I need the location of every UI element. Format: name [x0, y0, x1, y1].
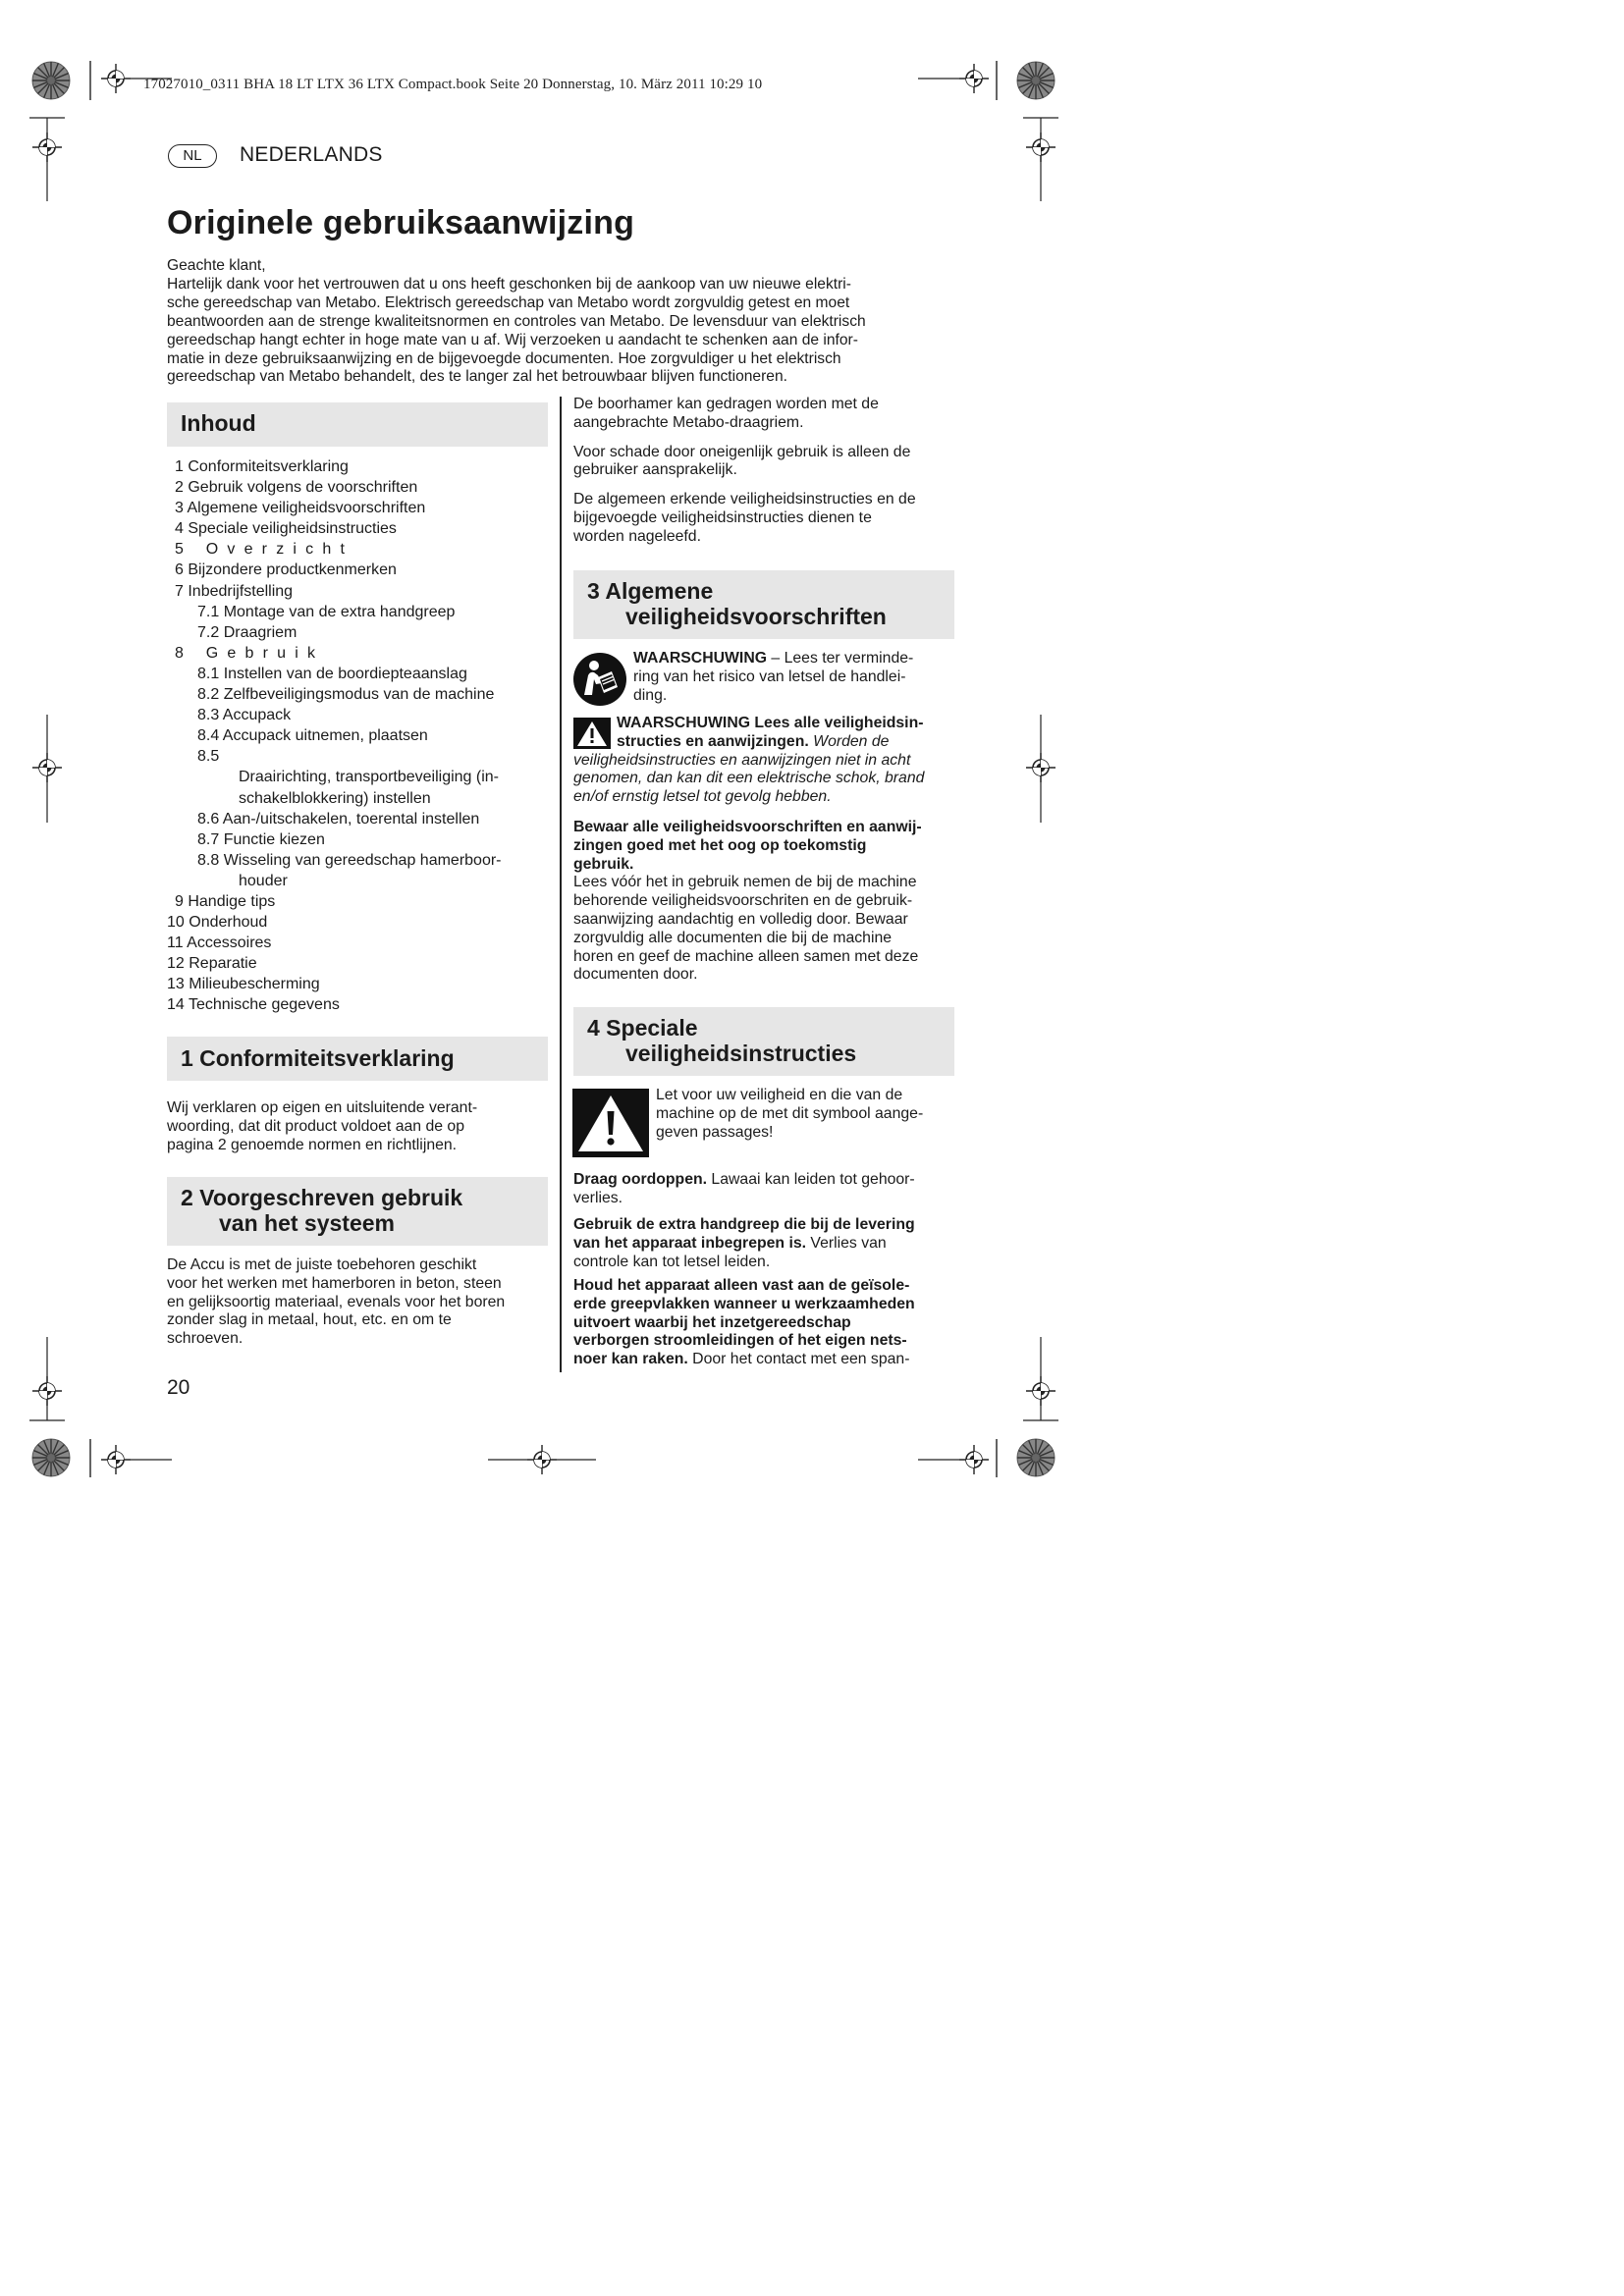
toc-heading	[167, 402, 548, 447]
text-line: pagina 2 genoemde normen en richtlijnen.	[167, 1136, 458, 1153]
language-code-badge: NL	[168, 144, 217, 168]
text-line: ring van het risico van letsel de handlei-	[633, 667, 906, 685]
section-2-continued	[573, 396, 961, 558]
toc-item: 1 Conformiteitsverklaring	[175, 458, 349, 475]
text-line: machine op de met dit symbool aange-	[656, 1104, 924, 1122]
toc-item: 8 Gebruik	[175, 644, 325, 662]
text-line: Bewaar alle veiligheidsvoorschriften en aanwij-	[573, 819, 922, 835]
text-line: uitvoert waarbij het inzetgereedschap	[573, 1313, 851, 1331]
toc-item: 4 Speciale veiligheidsinstructies	[175, 520, 397, 538]
toc-subitem: 8.2 Zelfbeveiligingsmodus van de machine	[197, 686, 495, 704]
toc-item: 12 Reparatie	[167, 955, 257, 973]
text-line: De Accu is met de juiste toebehoren geschikt	[167, 1256, 477, 1273]
text-line: saanwijzing aandachtig en volledig door. Bewaar	[573, 910, 908, 928]
intro-line: gereedschap hangt echter in hoge mate van u af. Wij verzoeken u aandacht te schenken aan de infor-	[167, 331, 858, 348]
toc-subitem-continued: schakelblokkering) instellen	[239, 789, 431, 807]
text-line: Houd het apparaat alleen vast aan de geïsole-	[573, 1277, 910, 1294]
text-line: woording, dat dit product voldoet aan de op	[167, 1117, 464, 1135]
text-line: De boorhamer kan gedragen worden met de	[573, 396, 879, 412]
text-line: ding.	[633, 686, 668, 704]
section-3-heading-line1: 3 Algemene	[587, 578, 714, 604]
text-line: bijgevoegde veiligheidsinstructies dienen te	[573, 508, 872, 526]
text-line: zingen goed met het oog op toekomstig	[573, 836, 867, 854]
section-3-heading	[573, 570, 954, 639]
intro-line: beantwoorden aan de strenge kwaliteitsnormen en controles van Metabo. De levensduur van elektrisch	[167, 312, 866, 330]
text-line: structies en aanwijzingen.	[617, 732, 809, 750]
section-2-heading-line1: 2 Voorgeschreven gebruik	[181, 1185, 463, 1210]
text-line: voor het werken met hamerboren in beton, steen	[167, 1274, 502, 1292]
toc-item: 2 Gebruik volgens de voorschriften	[175, 479, 418, 497]
intro-line: sche gereedschap van Metabo. Elektrisch gereedschap van Metabo wordt zorgvuldig getest en moet	[167, 294, 850, 311]
text-line: Wij verklaren op eigen en uitsluitende verant-	[167, 1099, 478, 1116]
warning-read-manual	[633, 650, 957, 705]
keep-instructions	[573, 819, 961, 985]
text-line: controle kan tot letsel leiden.	[573, 1253, 771, 1270]
paragraph-safety-rules	[573, 491, 961, 546]
toc-subitem: 8.4 Accupack uitnemen, plaatsen	[197, 727, 428, 745]
read-manual-icon	[572, 652, 627, 707]
text-line: erde greepvlakken wanneer u werkzaamheden	[573, 1295, 915, 1312]
text-line: documenten door.	[573, 966, 698, 984]
intro-line: matie in deze gebruiksaanwijzing en de bijgevoegde documenten. Hoe zorgvuldiger u het elektrisch	[167, 349, 841, 367]
ear-protection	[573, 1171, 961, 1208]
toc-subitem: 8.6 Aan-/uitschakelen, toerental instellen	[197, 810, 480, 828]
text-line: Voor schade door oneigenlijk gebruik is alleen de	[573, 443, 911, 460]
section-4-heading-line1: 4 Speciale	[587, 1015, 698, 1041]
text-line: geven passages!	[656, 1123, 774, 1141]
toc-heading-text: Inhoud	[181, 410, 256, 436]
toc-item: 3 Algemene veiligheidsvoorschriften	[175, 500, 426, 517]
table-of-contents	[167, 456, 548, 1016]
text-line: verborgen stroomleidingen of het eigen nets-	[573, 1332, 907, 1350]
toc-item: 6 Bijzondere productkenmerken	[175, 561, 397, 579]
text-line: Let voor uw veiligheid en die van de	[656, 1087, 903, 1103]
text-line: genomen, dan kan dit een elektrische schok, brand	[573, 770, 925, 787]
text-line: worden nageleefd.	[573, 527, 701, 545]
text-line: veiligheidsinstructies en aanwijzingen niet in acht	[573, 751, 911, 769]
intro-line: Hartelijk dank voor het vertrouwen dat u ons heeft geschonken bij de aankoop van uw nieuwe elektri-	[167, 275, 851, 293]
toc-item: 5 Overzicht	[175, 541, 354, 559]
text-line: en/of ernstig letsel tot gevolg hebben.	[573, 788, 832, 806]
text-line: Worden de	[808, 732, 890, 750]
toc-subitem: 7.1 Montage van de extra handgreep	[197, 603, 456, 620]
text-line: Verlies van	[806, 1234, 887, 1252]
toc-item: 14 Technische gegevens	[167, 996, 340, 1014]
section-4-heading-line2: veiligheidsinstructies	[625, 1041, 857, 1066]
text-line: De algemeen erkende veiligheidsinstructies en de	[573, 491, 916, 508]
text-line: van het apparaat inbegrepen is.	[573, 1234, 807, 1252]
warning-read-instructions	[573, 715, 961, 807]
text-line: verlies.	[573, 1189, 623, 1206]
large-warning-triangle-icon	[572, 1089, 649, 1157]
section-2-body	[167, 1256, 555, 1349]
text-line: en gelijksoortig materiaal, evenals voor het boren	[167, 1293, 506, 1310]
section-1-body	[167, 1099, 548, 1154]
paragraph-liability	[573, 444, 961, 481]
text-line: – Lees ter verminde-	[767, 650, 914, 667]
toc-item: 13 Milieubescherming	[167, 976, 320, 993]
toc-subitem: 8.5	[197, 748, 220, 766]
section-2-heading	[167, 1177, 548, 1246]
text-line: Lawaai kan leiden tot gehoor-	[707, 1171, 915, 1188]
section-4-heading	[573, 1007, 954, 1076]
section-3-heading-line2: veiligheidsvoorschriften	[625, 604, 887, 629]
text-line: zonder slag in metaal, hout, etc. en om te	[167, 1311, 452, 1329]
toc-subitem-continued: houder	[239, 872, 288, 889]
section-2-heading-line2: van het systeem	[219, 1210, 395, 1236]
text-line: Door het contact met een span-	[687, 1351, 910, 1368]
text-line: Gebruik de extra handgreep die bij de levering	[573, 1216, 915, 1233]
toc-subitem-continued: Draairichting, transportbeveiliging (in-	[239, 769, 500, 786]
toc-subitem: 8.7 Functie kiezen	[197, 830, 325, 848]
text-line: WAARSCHUWING Lees alle veiligheidsin-	[617, 715, 924, 731]
text-line: gebruik.	[573, 855, 634, 873]
toc-item: 7 Inbedrijfstelling	[175, 582, 294, 600]
toc-subitem: 7.2 Draagriem	[197, 623, 298, 641]
page-number: 20	[167, 1376, 190, 1399]
text-line: gebruiker aansprakelijk.	[573, 461, 737, 479]
text-line: noer kan raken.	[573, 1351, 688, 1368]
toc-item: 9 Handige tips	[175, 892, 276, 910]
toc-item: 11 Accessoires	[167, 934, 272, 952]
text-line: aangebrachte Metabo-draagriem.	[573, 413, 804, 431]
text-line: schroeven.	[167, 1330, 244, 1348]
toc-item: 10 Onderhoud	[167, 914, 268, 932]
paragraph-carry-strap	[573, 396, 961, 433]
intro-text	[167, 257, 957, 387]
language-name: NEDERLANDS	[240, 143, 383, 166]
print-header: 17027010_0311 BHA 18 LT LTX 36 LTX Compact.book Seite 20 Donnerstag, 10. März 2011 10:29 10	[143, 77, 763, 92]
page-title: Originele gebruiksaanwijzing	[167, 204, 635, 241]
text-line: horen en geef de machine alleen samen met deze	[573, 947, 919, 965]
toc-subitem: 8.8 Wisseling van gereedschap hamerboor-	[197, 851, 502, 869]
text-line: Lees vóór het in gebruik nemen de bij de machine	[573, 874, 917, 891]
symbol-explanation	[656, 1087, 960, 1142]
intro-greeting: Geachte klant,	[167, 257, 266, 274]
text-line: behorende veiligheidsvoorschriten en de gebruik-	[573, 892, 913, 910]
auxiliary-handle	[573, 1216, 961, 1271]
intro-line: gereedschap van Metabo behandelt, des te langer zal het betrouwbaar blijven functioneren.	[167, 368, 787, 386]
toc-subitem: 8.1 Instellen van de boordiepteaanslag	[197, 665, 467, 682]
section-1-heading	[167, 1037, 548, 1081]
text-line: Draag oordoppen.	[573, 1171, 708, 1188]
section-1-heading-text: 1 Conformiteitsverklaring	[181, 1045, 455, 1071]
toc-subitem: 8.3 Accupack	[197, 707, 292, 724]
column-divider	[560, 397, 562, 1372]
text-line: zorgvuldig alle documenten die bij de machine	[573, 929, 893, 946]
warning-label: WAARSCHUWING	[633, 650, 768, 667]
insulated-grip	[573, 1277, 961, 1369]
